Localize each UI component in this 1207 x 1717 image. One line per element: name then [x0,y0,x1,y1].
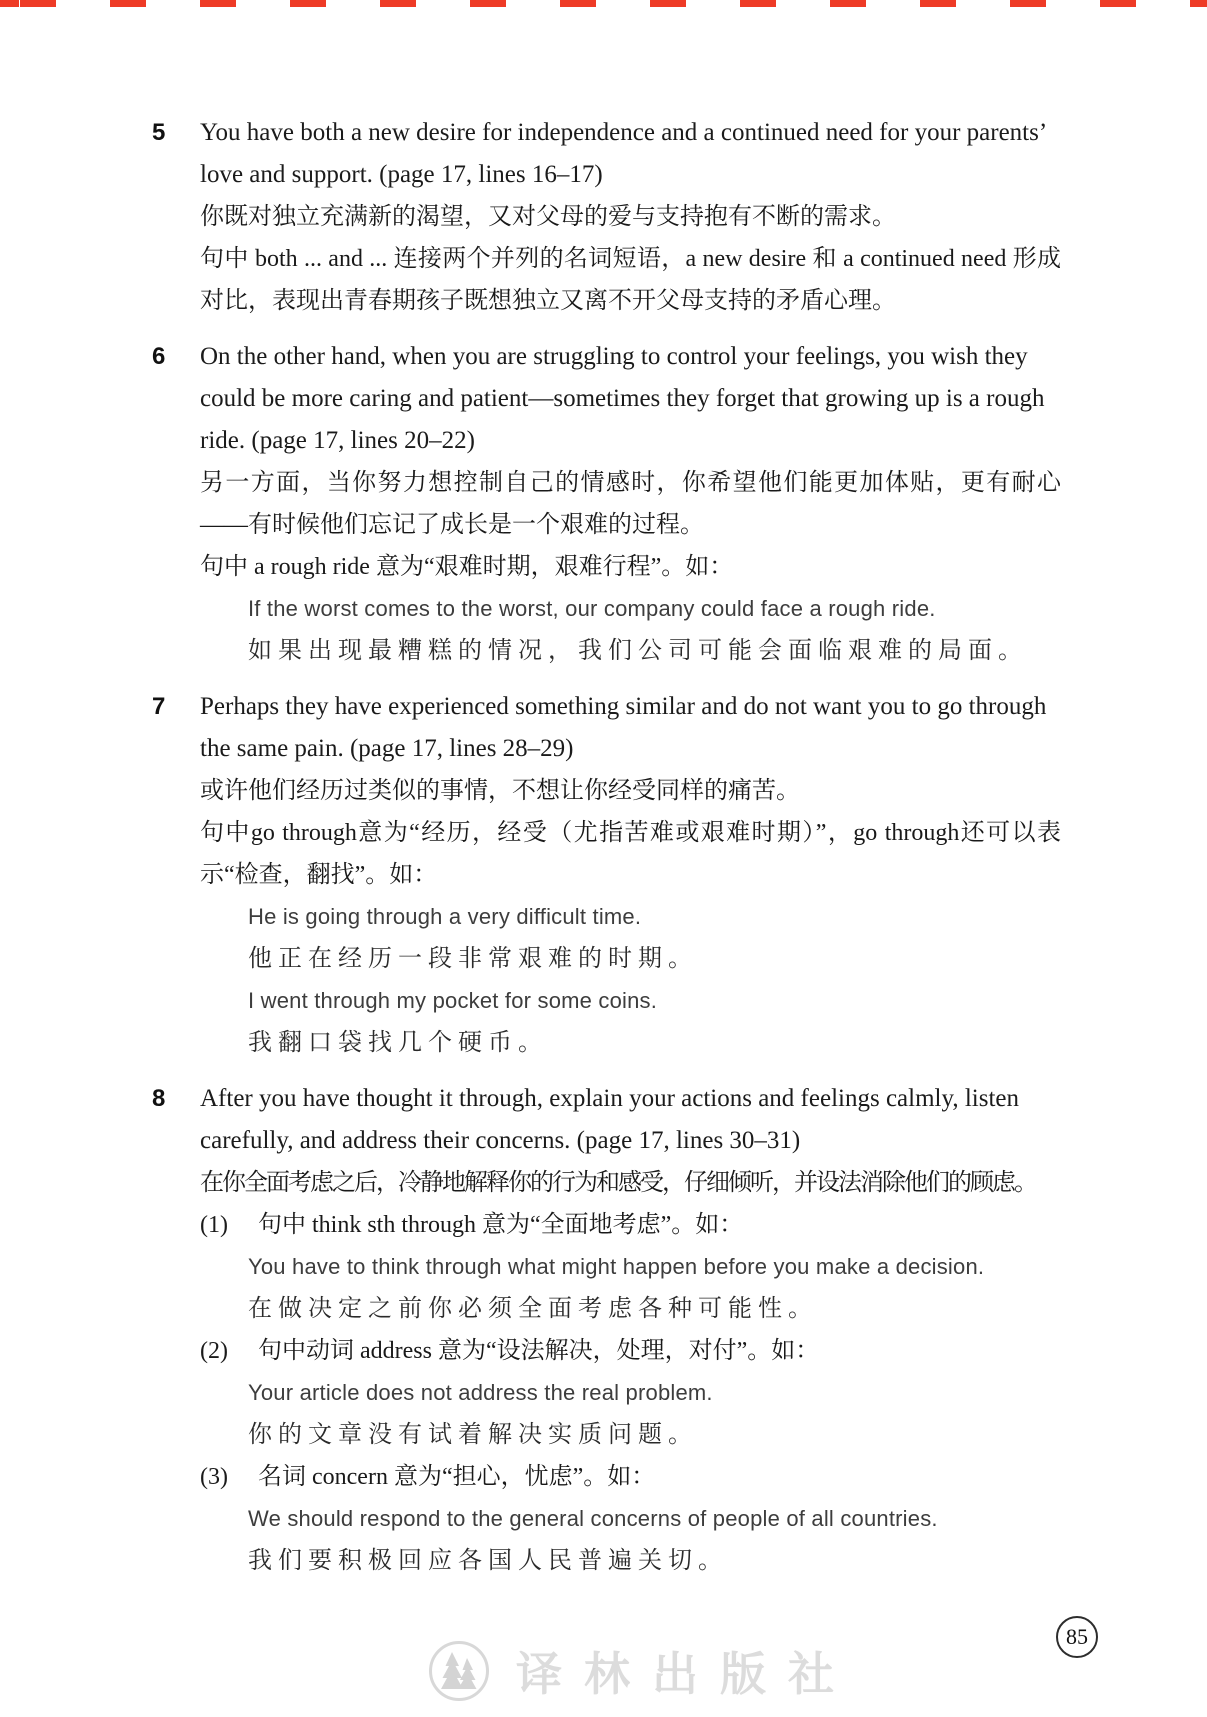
english-sentence: On the other hand, when you are struggling to control your feelings, you wish they could be more caring and patient—sometimes they forget that growing up is a rough ride. (page 17, lines 20–22) [200,343,1045,454]
chinese-translation: 另一方面，当你努力想控制自己的情感时，你希望他们能更加体贴，更有耐心——有时候他们忘记了成长是一个艰难的过程。 [200,470,1061,538]
subpoint-label: (2) [200,1338,228,1364]
grammar-note: 句中 a rough ride 意为“艰难时期，艰难行程”。如： [200,554,734,580]
example-sentence-en: We should respond to the general concerns of people of all countries. [248,1506,938,1531]
subpoint-2 [200,1330,1061,1372]
publisher-watermark [428,1638,856,1704]
subpoint-label: (3) [200,1464,228,1490]
grammar-note: 句中go through意为“经历，经受（尤指苦难或艰难时期）”，go through还可以表示“检查，翻找”。如： [200,820,1061,888]
example-sentence-en: I went through my pocket for some coins. [248,988,658,1013]
english-sentence: After you have thought it through, explain your actions and feelings calmly, listen carefully, and address their concerns. (page 17, lines 30–31) [200,1085,1020,1154]
watermark-text: 译林出版社 [516,1649,856,1700]
chinese-translation: 你既对独立充满新的渴望，又对父母的爱与支持抱有不断的需求。 [200,204,896,230]
item-number: 6 [152,343,166,370]
example-sentence-zh: 我们要积极回应各国人民普遍关切。 [248,1548,728,1574]
subpoint-text: 句中 think sth through 意为“全面地考虑”。如： [258,1212,744,1238]
english-sentence: Perhaps they have experienced something similar and do not want you to go through the same pain. (page 17, lines 28–29) [200,693,1047,762]
list-item-7 [152,686,1061,1064]
example-sentence-en: Your article does not address the real problem. [248,1380,713,1405]
top-crop-marks [0,0,1207,7]
subpoint-text: 句中动词 address 意为“设法解决，处理，对付”。如： [258,1338,820,1364]
example-sentence-zh: 你的文章没有试着解决实质问题。 [248,1422,698,1448]
english-sentence: You have both a new desire for independence and a continued need for your parents’ love and support. (page 17, lines 16–17) [200,119,1046,188]
example-sentence-zh: 如果出现最糟糕的情况，我们公司可能会面临艰难的局面。 [248,638,1028,664]
item-body [200,1078,1061,1582]
item-body [200,112,1061,322]
item-body [200,336,1061,672]
chinese-translation: 在你全面考虑之后，冷静地解释你的行为和感受，仔细倾听，并设法消除他们的顾虑。 [200,1170,1036,1196]
page-number-badge [1056,1616,1098,1658]
item-body [200,686,1061,1064]
subpoint-label: (1) [200,1212,228,1238]
item-number: 7 [152,693,166,720]
yilin-press-logo-icon [428,1640,490,1702]
example-sentence-en: If the worst comes to the worst, our company could face a rough ride. [248,596,936,621]
item-number: 8 [152,1085,166,1112]
list-item-8 [152,1078,1061,1582]
grammar-note: 句中 both ... and ... 连接两个并列的名词短语，a new desire 和 a continued need 形成对比，表现出青春期孩子既想独立又离不开父母支持的矛盾心理。 [200,246,1061,314]
subpoint-3 [200,1456,1061,1498]
subpoint-text: 名词 concern 意为“担心，忧虑”。如： [258,1464,656,1490]
chinese-translation: 或许他们经历过类似的事情，不想让你经受同样的痛苦。 [200,778,800,804]
example-sentence-zh: 他正在经历一段非常艰难的时期。 [248,946,698,972]
example-sentence-zh: 在做决定之前你必须全面考虑各种可能性。 [248,1296,818,1322]
example-sentence-zh: 我翻口袋找几个硬币。 [248,1030,548,1056]
example-sentence-en: You have to think through what might happen before you make a decision. [248,1254,985,1279]
example-sentence-en: He is going through a very difficult time. [248,904,642,929]
list-item-5 [152,112,1061,322]
page-number: 85 [1066,1624,1088,1649]
subpoint-1 [200,1204,1061,1246]
item-number: 5 [152,119,166,146]
list-item-6 [152,336,1061,672]
